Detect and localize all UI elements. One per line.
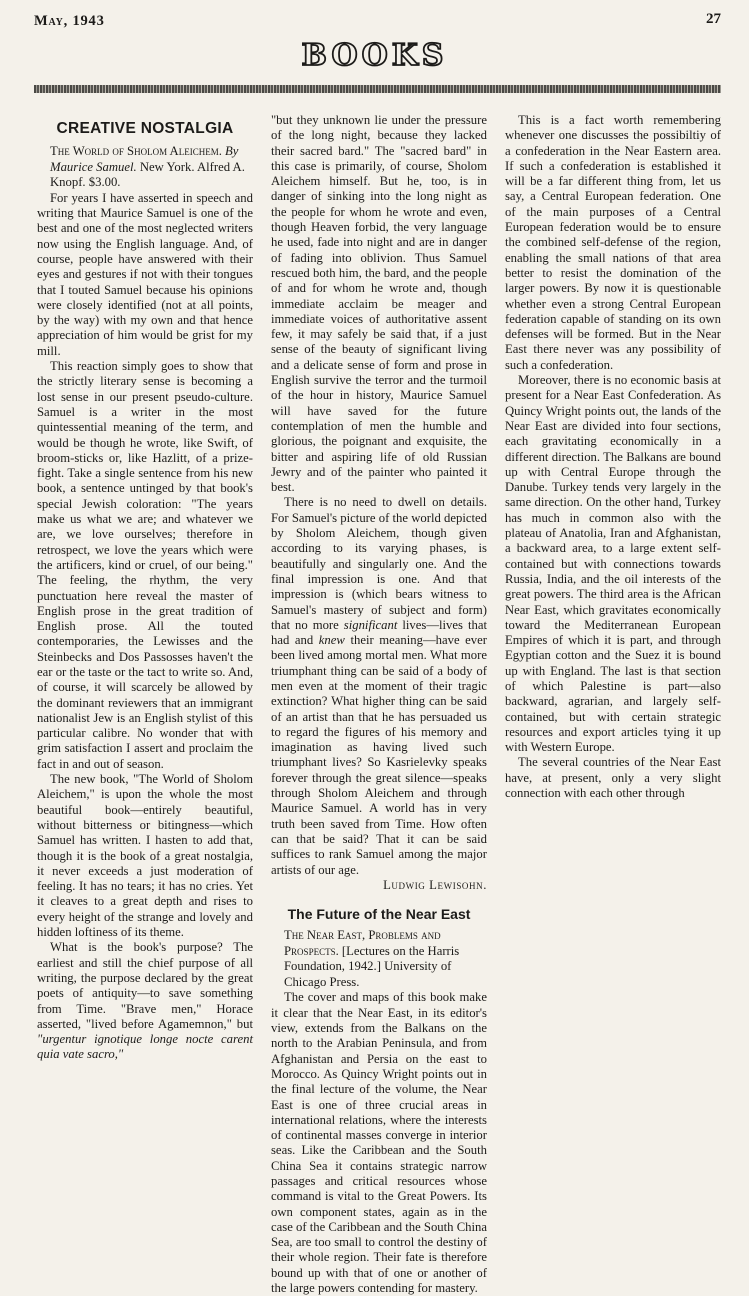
review-headline: The Future of the Near East bbox=[287, 906, 471, 923]
review-headline: CREATIVE NOSTALGIA bbox=[56, 120, 234, 137]
paragraph: "but they unknown lie under the pressure of the long night, because they lacked their sacred bard." The "sacred bard" in this case is primarily, of course, Sholom Aleichem himself. But he, too, is in danger of sinking into the long night as the people for whom he wrote and even, though Heaven forbid, the very language he used, fade into night and are in danger of fading into oblivion. Thus Samuel rescued both him, the bard, and the people of and for whom he wrote and, though immediate acclaim be meager and immediate voices of authoritative assent few, it may safely be said that, if a just sense of the beauty of significant living and a delicate sense of form and prose in English survive the terror and the turmoil of the hour in history, Maurice Samuel will have saved for the future contemplation of men the humble and glorious, the poignant and exquisite, the bitter and aspiring life of old Russian Jewry and of the painter who painted it best. bbox=[271, 113, 487, 495]
paragraph: This reaction simply goes to show that the strictly literary sense is becoming a lost sense in our present pseudo-culture. Samuel is a writer in the most quintessential meaning of the term, and would be though he wrote, like Swift, of broom-sticks or, like Hazlitt, of a prize-fight. Take a single sentence from his new book, a sentence untinged by that book's special Jewish coloration: "The years make us what we are; and whatever we are, we love ourselves; therefore in retrospect, we love the years which were the artificers, kind or cruel, of our being." The feeling, the rhythm, the very punctuation here reveal the master of English prose in the great tradition of English prose. All the touted contemporaries, the Lewisses and the Steinbecks and Dos Passosses haven't the ear or the taste or the tact to write so. And, of course, it will scarcely be allowed by the dominant reviewers that an immigrant nationalist Jew is an English stylist of this particular calibre. No wonder that with grim satisfaction I assert and proclaim the fact in and out of season. bbox=[37, 359, 253, 771]
column-1 bbox=[37, 118, 253, 1108]
paragraph: For years I have asserted in speech and writing that Maurice Samuel is one of the best and one of the most neglected writers now using the English language. And, of course, people have answered with their eyes and gestures if not with their tongues that I touted Samuel because his opinions were closely identified (not at all points, by the way) with my own and that hence appreciation of him would be grist for my mill. bbox=[37, 190, 253, 358]
page-number: 27 bbox=[706, 11, 721, 27]
paragraph: The new book, "The World of Sholom Aleichem," is upon the whole the most beautiful book—entirely beautiful, without bitterness or bitingness—which Samuel has written. I hasten to add that, though it is the book of a great nostalgia, it never exceeds a just moderation of feeling. It has no tears; it has no cries. Yet it cleaves to a great depth and rises to every height of the strange and lovely and hidden loftiness of its theme. bbox=[37, 772, 253, 940]
paragraph-text: lives—lives that had and bbox=[271, 617, 487, 648]
column-3 bbox=[505, 113, 721, 1103]
paragraph-text: There is no need to dwell on details. For Samuel's picture of the world depicted by Sholom Aleichem, though given according to its varying phases, is beautifully and singularly one. And the final impression is one. And that impression is (which bears witness to Samuel's mastery of subject and form) that no more bbox=[271, 495, 487, 632]
paragraph: Moreover, there is no economic basis at present for a Near East Confederation. As Quincy Wright points out, the lands of the Near East are divided into four sections, each gravitating economically in a different direction. The Balkans are bound up with Central Europe through the Danube. Turkey tends very largely in the same direction. On the other hand, Turkey has much in common also with the plateau of Anatolia, Iran and Afghanistan, a backward area, to a large extent self-contained but with connections towards Russia, India, and the oil interests of the great powers. The third area is the African Near East, which gravitates economically toward the Mediterranean European Empires of which it is part, and through Egyptian cotton and the Suez it is bound up with England. The last is that section of which Palestine is part—also backward, agrarian, and largely self-contained, but with certain strategic resources and export articles tying it up with Western Europe. bbox=[505, 373, 721, 755]
latin-quote: "urgentur ignotique longe nocte carent quia vate sacro," bbox=[37, 1032, 253, 1062]
paragraph-text: their meaning—have ever been lived among mortal men. What more triumphant thing can be said of a body of men even at the moment of their tragic extinction? What higher thing can be said of an artist than that he has persuaded us to regard the figures of his memory and imagination as having lived such triumphant lives? So Kasrielevky speaks forever through the great silence—speaks through Sholom Aleichem and through Maurice Samuel. A world has in very truth been saved from Time. How often can that be said? That it can be said suffices to rank Samuel among the major artists of our age. bbox=[271, 633, 488, 877]
paragraph bbox=[271, 495, 487, 877]
book-title: The Near East, Problems and Prospects. bbox=[284, 928, 441, 958]
emphasis: significant bbox=[343, 617, 398, 632]
emphasis: knew bbox=[318, 633, 345, 648]
column-2 bbox=[271, 113, 488, 1296]
reviewer-signature: Ludwig Lewisohn. bbox=[383, 877, 487, 892]
book-info bbox=[37, 144, 253, 191]
book-publisher: New York. Alfred A. Knopf. $3.00. bbox=[50, 159, 245, 190]
section-title: BOOKS bbox=[301, 38, 448, 73]
paragraph: The several countries of the Near East have, at present, only a very slight connection with each other through bbox=[505, 755, 721, 801]
book-title: The World of Sholom Aleichem. bbox=[50, 144, 222, 159]
decorative-rule bbox=[34, 85, 721, 93]
page-date: May, 1943 bbox=[34, 13, 105, 29]
book-author: By Maurice Samuel. bbox=[50, 144, 239, 174]
paragraph: The cover and maps of this book make it clear that the Near East, in its editor's view, extends from the Balkans on the north to the Arabian Peninsula, and from Afghanistan and Persia on the east to Morocco. As Quincy Wright points out in the final lecture of the volume, the Near East is one of three crucial areas in international relations, where the interests of continental masses converge in interior seas. Like the Caribbean and the South China Sea it contains strategic narrow passages and critical resources whose command is vital to the Great Powers. Its own component states, again as in the case of the Caribbean and the South China Sea, are too small to control the destiny of their whole region. Their fate is therefore bound up with that of one or another of the large powers contending for mastery. bbox=[271, 990, 487, 1296]
paragraph bbox=[37, 940, 253, 1062]
book-details: [Lectures on the Harris Foundation, 1942.] University of Chicago Press. bbox=[284, 943, 460, 989]
book-info bbox=[271, 928, 487, 990]
paragraph-text: What is the book's purpose? The earliest and still the chief purpose of all writing, the purpose declared by the great poets of antiquity—to save something from Time. "Brave men," Horace asserted, "lived before Agamemnon," but bbox=[37, 940, 253, 1031]
paragraph: This is a fact worth remembering whenever one discusses the possibiltiy of a confederation in the Near Eastern area. If such a confederation is established it will be a far different thing from, let us say, a Central European federation. One of the main purposes of a Central European federation would be to ensure the combined self-defense of the region, enabling the small nations of that area better to resist the domination of the larger powers. By now it is questionable whether even a strong Central European federation capable of standing on its own defenses will be formed. But in the Near East there never was any possibility of such a confederation. bbox=[505, 113, 721, 372]
